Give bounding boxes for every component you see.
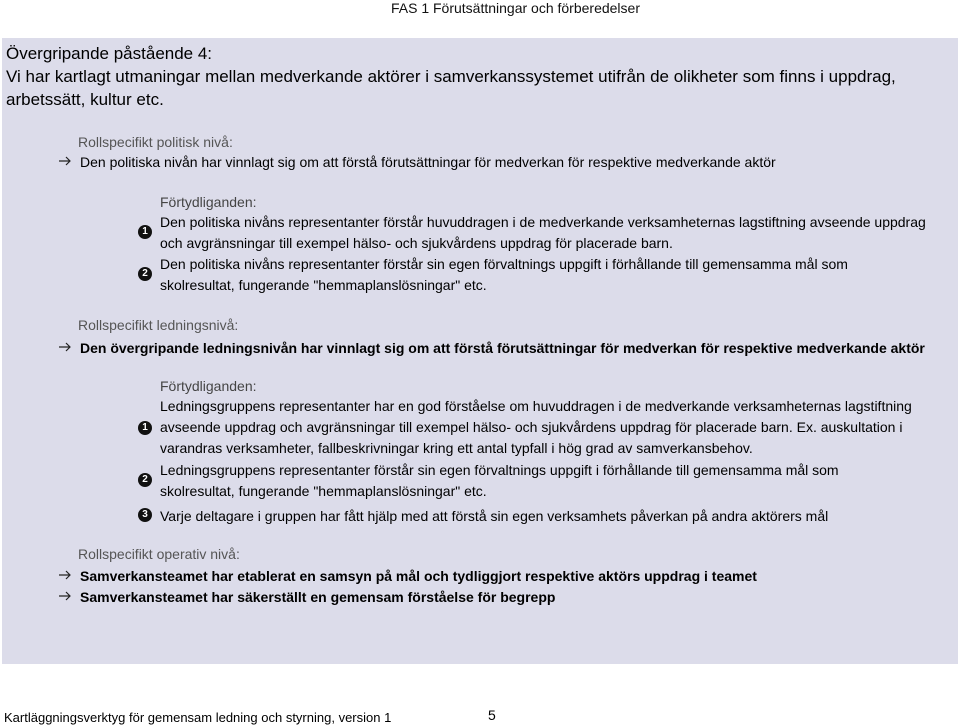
overall-heading: Övergripande påstående 4:: [6, 44, 213, 63]
management-item-2: Ledningsgruppens representanter förstår sin egen förvaltnings uppgift i förhållande till gemensamma mål som skolresultat, fungerande "hemmaplanslösningar" etc.: [160, 462, 839, 499]
management-label: Rollspecifikt ledningsnivå:: [78, 317, 239, 333]
operative-statement-1-text: Samverkansteamet har etablerat en samsyn på mål och tydliggjort respektive aktörs uppdrag i teamet: [80, 568, 757, 584]
page-header-title: FAS 1 Förutsättningar och förberedelser: [390, 0, 640, 16]
arrow-icon: [58, 341, 74, 355]
arrow-icon: [58, 590, 74, 604]
management-item-3: Varje deltagare i gruppen har fått hjälp med att förstå sin egen verksamhets påverkan på andra aktörers mål: [160, 508, 829, 524]
arrow-icon: [58, 569, 74, 583]
number-badge-icon: 2: [138, 267, 152, 281]
operative-label: Rollspecifikt operativ nivå:: [78, 546, 240, 562]
content-panel: [2, 38, 958, 664]
number-badge-icon: 1: [138, 421, 152, 435]
number-badge-icon: 1: [138, 225, 152, 239]
arrow-icon: [58, 155, 74, 169]
overall-statement-block: [6, 42, 946, 111]
management-statement-text: Den övergripande ledningsnivån har vinnlagt sig om att förstå förutsättningar för medverkan för respektive medverkande aktör: [80, 340, 925, 356]
political-statement-text: Den politiska nivån har vinnlagt sig om att förstå förutsättningar för medverkan för respektive medverkande aktör: [80, 154, 776, 170]
management-clarifications-label: Förtydliganden:: [160, 378, 257, 394]
political-clarifications-label: Förtydliganden:: [160, 194, 257, 210]
management-item-1: Ledningsgruppens representanter har en god förståelse om huvuddragen i de medverkande verksamheternas lagstiftning avseende uppdrag och avgränsningar till exempel hälso- och sjukvårdens uppdrag för placerade barn. Ex. auskultation i varandras verksamheter, fallbeskrivningar kring ett antal typfall i hög grad av samverkansbehov.: [160, 398, 912, 456]
political-label: Rollspecifikt politisk nivå:: [78, 134, 233, 150]
number-badge-icon: 3: [138, 508, 152, 522]
number-badge-icon: 2: [138, 473, 152, 487]
political-item-2: Den politiska nivåns representanter förstår sin egen förvaltnings uppgift i förhållande till gemensamma mål som skolresultat, fungerande "hemmaplanslösningar" etc.: [160, 256, 848, 293]
operative-statement-2: [58, 589, 555, 605]
management-statement: [58, 340, 925, 356]
political-statement: [58, 154, 776, 170]
footer-title: Kartläggningsverktyg för gemensam ledning och styrning, version 1: [4, 710, 392, 725]
political-item-1: Den politiska nivåns representanter förstår huvuddragen i de medverkande verksamheternas lagstiftning avseende uppdrag och avgränsningar till exempel hälso- och sjukvårdens uppdrag för placerade barn.: [160, 214, 926, 251]
operative-statement-2-text: Samverkansteamet har säkerställt en gemensam förståelse för begrepp: [80, 589, 556, 605]
page-number: 5: [488, 707, 496, 723]
overall-statement: Vi har kartlagt utmaningar mellan medverkande aktörer i samverkanssystemet utifrån de olikheter som finns i uppdrag, arbetssätt, kultur etc.: [6, 67, 896, 109]
operative-statement-1: [58, 568, 757, 584]
